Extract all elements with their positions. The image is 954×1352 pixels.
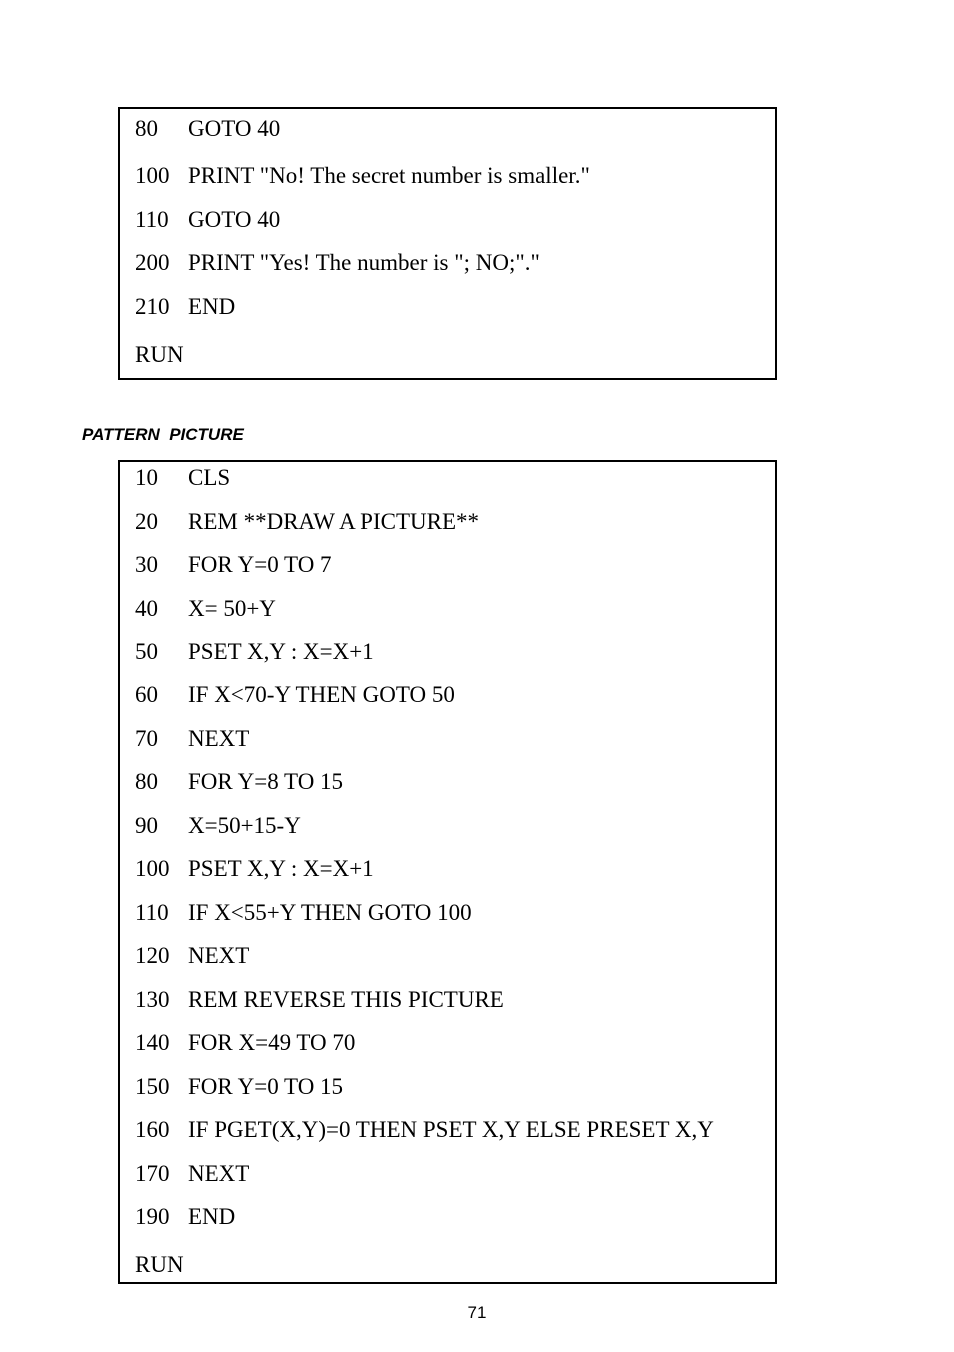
statement: CLS xyxy=(188,465,231,490)
line-number: 110 xyxy=(135,207,169,232)
statement: GOTO 40 xyxy=(188,116,281,141)
statement: GOTO 40 xyxy=(188,207,281,232)
line-number: 100 xyxy=(135,856,170,881)
line-number: 80 xyxy=(135,116,158,141)
line-number: 80 xyxy=(135,769,158,794)
run-text: RUN xyxy=(135,342,184,367)
line-number: 200 xyxy=(135,250,170,275)
statement: NEXT xyxy=(188,726,250,751)
line-number: 130 xyxy=(135,987,170,1012)
line-number: 210 xyxy=(135,294,170,319)
line-number: 170 xyxy=(135,1161,170,1186)
statement: FOR Y=0 TO 15 xyxy=(188,1074,344,1099)
line-number: 40 xyxy=(135,596,158,621)
line-number: 110 xyxy=(135,900,169,925)
code-listing-pattern-picture xyxy=(118,460,777,1284)
statement: IF PGET(X,Y)=0 THEN PSET X,Y ELSE PRESET X,Y xyxy=(188,1117,714,1142)
statement: IF X<55+Y THEN GOTO 100 xyxy=(188,900,472,925)
statement: NEXT xyxy=(188,943,250,968)
statement: FOR X=49 TO 70 xyxy=(188,1030,356,1055)
line-number: 60 xyxy=(135,682,158,707)
run-text: RUN xyxy=(135,1252,184,1277)
statement: NEXT xyxy=(188,1161,250,1186)
statement: END xyxy=(188,294,236,319)
statement: END xyxy=(188,1204,236,1229)
line-number: 140 xyxy=(135,1030,170,1055)
section-heading: PATTERN PICTURE xyxy=(82,425,244,444)
line-number: 30 xyxy=(135,552,158,577)
page-number: 71 xyxy=(467,1303,487,1322)
statement: PRINT "No! The secret number is smaller." xyxy=(188,163,590,188)
statement: PSET X,Y : X=X+1 xyxy=(188,856,374,881)
statement: FOR Y=0 TO 7 xyxy=(188,552,332,577)
statement: X=50+15-Y xyxy=(188,813,301,838)
line-number: 50 xyxy=(135,639,158,664)
line-number: 120 xyxy=(135,943,170,968)
code-listing-continued xyxy=(118,107,777,380)
statement: IF X<70-Y THEN GOTO 50 xyxy=(188,682,455,707)
line-number: 160 xyxy=(135,1117,170,1142)
line-number: 10 xyxy=(135,465,158,490)
line-number: 100 xyxy=(135,163,170,188)
line-number: 150 xyxy=(135,1074,170,1099)
line-number: 90 xyxy=(135,813,158,838)
statement: X= 50+Y xyxy=(188,596,276,621)
line-number: 190 xyxy=(135,1204,170,1229)
line-number: 70 xyxy=(135,726,158,751)
line-number: 20 xyxy=(135,509,158,534)
statement: REM REVERSE THIS PICTURE xyxy=(188,987,504,1012)
statement: PRINT "Yes! The number is "; NO;"." xyxy=(188,250,540,275)
statement: PSET X,Y : X=X+1 xyxy=(188,639,374,664)
statement: REM **DRAW A PICTURE** xyxy=(188,509,480,534)
statement: FOR Y=8 TO 15 xyxy=(188,769,344,794)
